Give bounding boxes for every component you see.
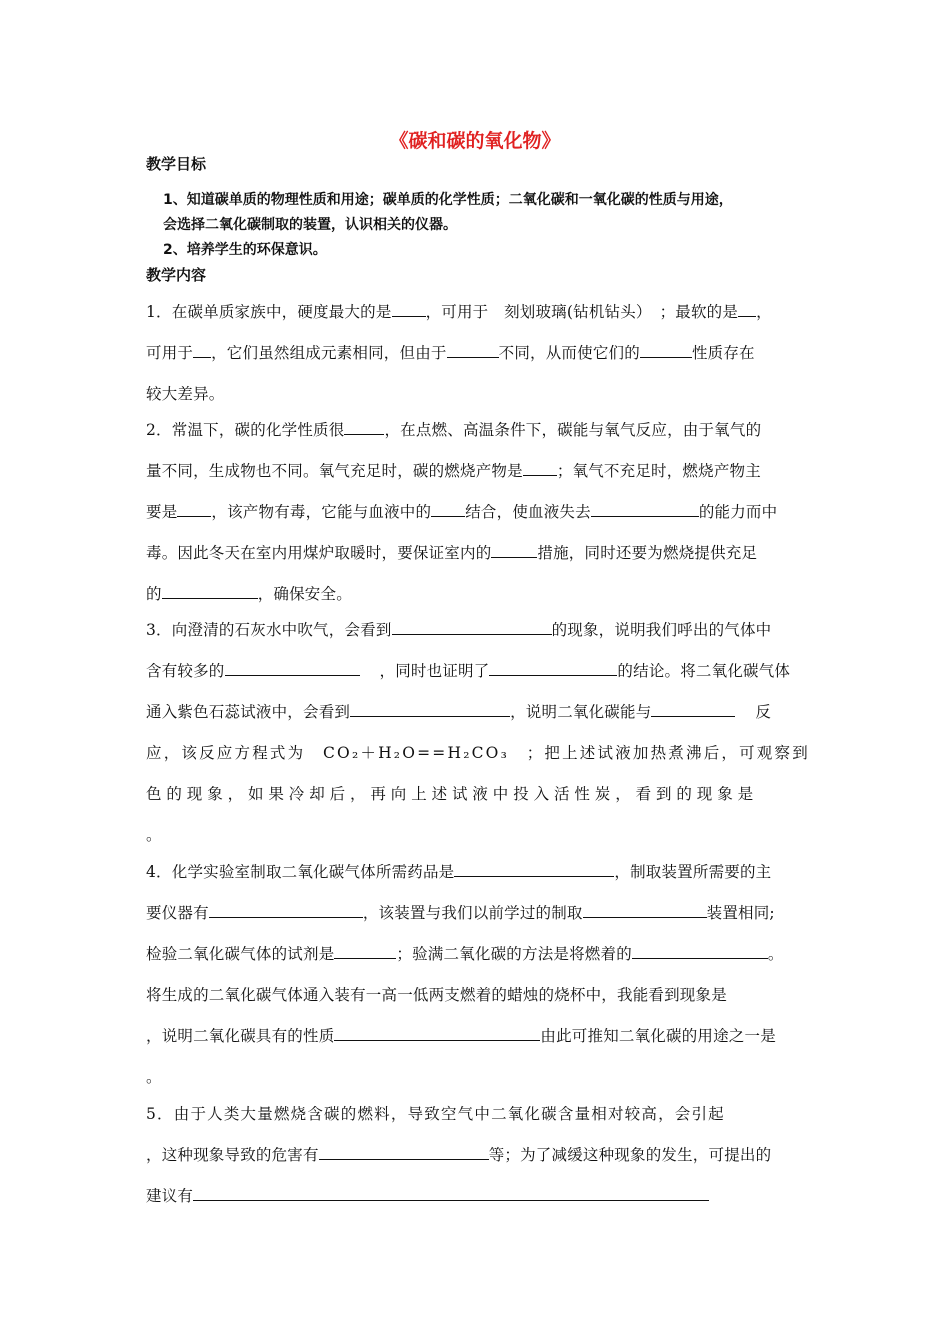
q4-line-2 [146,901,775,923]
answer-blank[interactable] [523,461,557,476]
q1-text-b: ，可用于 刻划玻璃(钻机钻头） ；最软的是 [425,303,739,321]
q4-line-4: 将生成的二氧化碳气体通入装有一高一低两支燃着的蜡烛的烧杯中，我能看到现象是 [146,986,727,1004]
q1-text-a: 1．在碳单质家族中，硬度最大的是 [146,303,392,321]
q2-text-g: 结合，使血液失去 [465,503,591,521]
answer-blank[interactable] [344,420,384,435]
q5-line-3 [146,1184,709,1206]
answer-blank[interactable] [334,1026,540,1041]
q2-line-2 [146,459,761,481]
q4-text-c: 要仪器有 [146,904,209,922]
answer-blank[interactable] [431,502,465,517]
answer-blank[interactable] [489,661,617,676]
heading-teaching-content: 教学内容 [146,266,207,284]
q4-line-1 [146,860,771,882]
q4-line-3 [146,942,784,964]
answer-blank[interactable] [392,620,552,635]
answer-blank[interactable] [583,903,707,918]
answer-blank[interactable] [632,944,768,959]
q2-text-c: 量不同，生成物也不同。氧气充足时，碳的燃烧产物是 [146,462,523,480]
q4-text-f: 检验二氧化碳气体的试剂是 [146,945,335,963]
q5-text-a: ，这种现象导致的危害有 [146,1146,319,1164]
page-title: 《碳和碳的氧化物》 [389,130,561,152]
answer-blank[interactable] [738,302,756,317]
q2-text-e: 要是 [146,503,178,521]
q1-text-f: 不同，从而使它们的 [498,344,640,362]
q1-text-g: 性质存在 [691,344,755,362]
q1-text-d: 可用于 [146,344,194,362]
q3-line-2 [146,659,790,681]
q4-text-a: 4．化学实验室制取二氧化碳气体所需药品是 [146,863,455,881]
q2-line-4 [146,541,757,563]
q3-line-4: 应，该反应方程式为 CO₂＋H₂O==H₂CO₃ ；把上述试液加热煮沸后，可观察到 [146,744,810,762]
answer-blank[interactable] [640,343,692,358]
answer-blank[interactable] [209,903,363,918]
q3-text-e: 的结论。将二氧化碳气体 [617,662,791,680]
answer-blank[interactable] [334,944,396,959]
heading-teaching-goals: 教学目标 [146,155,207,173]
answer-blank[interactable] [447,343,499,358]
goal-line-2: 会选择二氧化碳制取的装置，认识相关的仪器。 [163,217,457,233]
q2-text-h: 的能力而中 [698,503,778,521]
q4-text-g: ；验满二氧化碳的方法是将燃着的 [396,945,632,963]
q5-text-b: 等；为了减缓这种现象的发生，可提出的 [488,1146,772,1164]
goal-line-3: 2、培养学生的环保意识。 [163,242,327,258]
q2-text-j: 措施，同时还要为燃烧提供充足 [537,544,758,562]
q2-line-5 [146,582,352,604]
answer-blank[interactable] [162,584,258,599]
q1-line-3: 较大差异。 [146,385,225,403]
q2-text-a: 2．常温下，碳的化学性质很 [146,421,345,439]
q4-text-b: ，制取装置所需要的主 [614,863,772,881]
q3-text-c: 含有较多的 [146,662,225,680]
q2-text-l: ，确保安全。 [257,585,352,603]
q4-text-h: 。 [767,945,784,963]
q3-text-a: 3．向澄清的石灰水中吹气，会看到 [146,621,392,639]
answer-blank[interactable] [651,702,735,717]
answer-blank[interactable] [319,1145,489,1160]
q3-text-g: ，说明二氧化碳能与 [510,703,652,721]
q2-line-3 [146,500,777,522]
q4-line-6: 。 [146,1068,162,1086]
answer-blank[interactable] [392,302,426,317]
q3-line-3 [146,700,771,722]
answer-blank[interactable] [193,343,211,358]
q2-text-k: 的 [146,585,162,603]
q4-text-d: ，该装置与我们以前学过的制取 [362,904,583,922]
answer-blank[interactable] [591,502,699,517]
q4-line-5 [146,1024,776,1046]
answer-blank[interactable] [491,543,537,558]
q2-text-i: 毒。因此冬天在室内用煤炉取暖时，要保证室内的 [146,544,492,562]
q2-text-d: ；氧气不充足时，燃烧产物主 [556,462,761,480]
q3-line-6: 。 [146,826,162,844]
q3-text-f: 通入紫色石蕊试液中，会看到 [146,703,351,721]
q4-text-j: 由此可推知二氧化碳的用途之一是 [540,1027,776,1045]
q5-line-2 [146,1143,771,1165]
q3-text-h: 反 [755,703,772,721]
q4-text-e: 装置相同; [706,904,775,922]
q3-text-d: ，同时也证明了 [379,662,490,680]
q1-line-2 [146,341,755,363]
q2-text-b: ，在点燃、高温条件下，碳能与氧气反应，由于氧气的 [384,421,762,439]
answer-blank[interactable] [177,502,211,517]
q5-text-c: 建议有 [146,1187,194,1205]
goal-line-1: 1、知道碳单质的物理性质和用途；碳单质的化学性质；二氧化碳和一氧化碳的性质与用途， [163,192,733,208]
answer-blank[interactable] [193,1186,709,1201]
q2-text-f: ，该产物有毒，它能与血液中的 [211,503,432,521]
q4-text-i: ，说明二氧化碳具有的性质 [146,1027,335,1045]
q2-line-1 [146,418,761,440]
q3-line-5: 色的现象，如果冷却后，再向上述试液中投入活性炭，看到的现象是 [146,785,759,803]
q1-text-c: ， [756,303,772,321]
answer-blank[interactable] [350,702,510,717]
answer-blank[interactable] [225,661,360,676]
q1-text-e: ，它们虽然组成元素相同，但由于 [211,344,447,362]
q1-line-1 [146,300,772,322]
q3-line-1 [146,618,771,640]
q3-text-b: 的现象，说明我们呼出的气体中 [551,621,772,639]
answer-blank[interactable] [454,862,614,877]
q5-line-1: 5．由于人类大量燃烧含碳的燃料，导致空气中二氧化碳含量相对较高，会引起 [146,1105,725,1123]
